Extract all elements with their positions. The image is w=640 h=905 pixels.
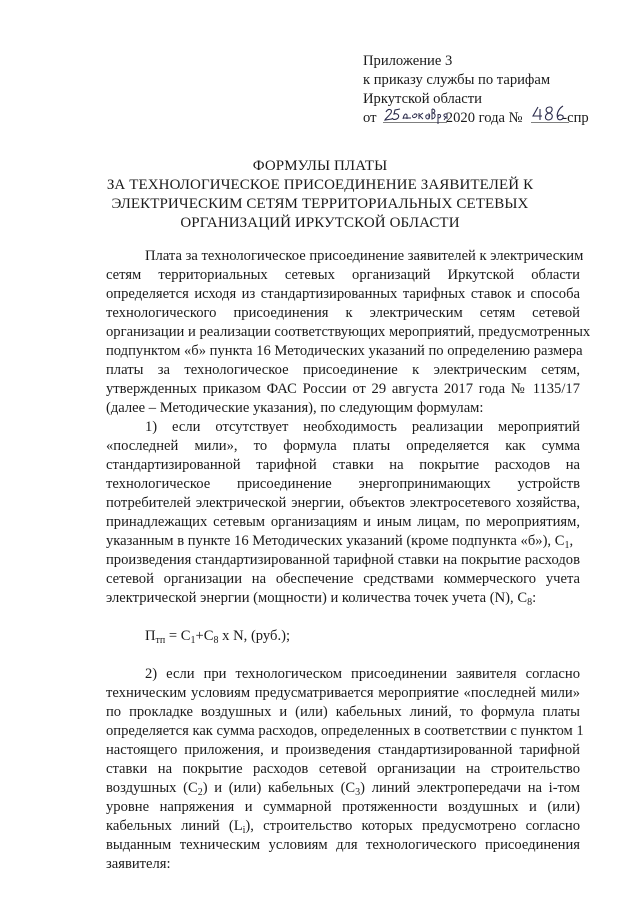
title-line-4: ОРГАНИЗАЦИЙ ИРКУТСКОЙ ОБЛАСТИ bbox=[180, 215, 460, 231]
intro-line: сетям территориальных сетевых организаций Иркутской области bbox=[106, 267, 580, 283]
title-line-2: ЗА ТЕХНОЛОГИЧЕСКОЕ ПРИСОЕДИНЕНИЕ ЗАЯВИТЕЛЕЙ К bbox=[106, 177, 534, 193]
item1-line-text: указанным в пункте 16 Методических указаний (кроме подпункта «б»), C bbox=[106, 533, 565, 549]
item1-line: произведения стандартизированной тарифной ставки на покрытие расходов bbox=[106, 552, 580, 568]
intro-line: Плата за технологическое присоединение заявителей к электрическим bbox=[145, 248, 584, 264]
item2-l7-a: воздушных (C bbox=[106, 780, 198, 796]
title-line-3: ЭЛЕКТРИЧЕСКИМ СЕТЯМ ТЕРРИТОРИАЛЬНЫХ СЕТЕВЫХ bbox=[111, 196, 529, 212]
title-line-1: ФОРМУЛЫ ПЛАТЫ bbox=[252, 158, 388, 174]
item2-line: выданным техническим условиям для технологического присоединения bbox=[106, 837, 580, 853]
intro-line: (далее – Методические указания), по следующим формулам: bbox=[106, 400, 484, 416]
item2-line: уровне напряжения и суммарной протяженности воздушных и (или) bbox=[106, 799, 580, 815]
intro-line: платы за технологическое присоединение к электрическим сетям, bbox=[106, 362, 580, 378]
formula-c8-sub: 8 bbox=[213, 635, 219, 646]
item1-line-tail: : bbox=[532, 590, 537, 606]
intro-line: организации и реализации соответствующих мероприятий, предусмотренных bbox=[106, 324, 591, 340]
item2-l9-b: ), строительство которых предусмотрено согласно bbox=[245, 818, 580, 834]
item2-line: настоящего приложения, и произведения стандартизированной тарифной bbox=[106, 742, 580, 758]
item1-line-tail: , bbox=[569, 533, 574, 549]
item1-line: «последней мили», то формула платы определяется как сумма bbox=[106, 438, 580, 454]
handwritten-date-signature bbox=[383, 103, 449, 127]
intro-line: технологического присоединения к электрическим сетям сетевой bbox=[106, 305, 580, 321]
header-order: к приказу службы по тарифам bbox=[363, 72, 551, 88]
item1-line-text: электрической энергии (мощности) и количества точек учета (N), C bbox=[106, 590, 528, 606]
item2-line: заявителя: bbox=[106, 856, 171, 872]
date-year: 2020 года № bbox=[445, 110, 523, 126]
item1-line: стандартизированной тарифной ставки на покрытие расходов на bbox=[106, 457, 580, 473]
formula-eq: = C bbox=[165, 628, 191, 644]
item2-line bbox=[106, 817, 580, 835]
formula-c1-sub: 1 bbox=[190, 635, 196, 646]
item2-l7-c: ) линий электропередачи на i-том bbox=[360, 780, 580, 796]
handwritten-number-signature bbox=[531, 104, 571, 126]
item1-line bbox=[106, 589, 580, 607]
header-annex: Приложение 3 bbox=[363, 53, 453, 69]
date-prefix: от bbox=[363, 110, 377, 126]
c2-subscript: 2 bbox=[197, 787, 203, 798]
item1-line: 1) если отсутствует необходимость реализации мероприятий bbox=[145, 419, 580, 435]
formula-lhs-sub: тп bbox=[155, 635, 166, 646]
intro-line: подпунктом «б» пункта 16 Методических указаний по определению размера bbox=[106, 343, 583, 359]
header-region: Иркутской области bbox=[363, 91, 482, 107]
intro-line: утвержденных приказом ФАС России от 29 августа 2017 года № 1135/17 bbox=[106, 381, 580, 397]
item1-line: принадлежащих сетевым организациям и иным лицам, по мероприятиям, bbox=[106, 514, 580, 530]
item1-line: сетевой организации на обеспечение средствами коммерческого учета bbox=[106, 571, 580, 587]
li-subscript: i bbox=[242, 825, 246, 836]
item1-line: потребителей электрической энергии, объектов электросетевого хозяйства, bbox=[106, 495, 580, 511]
item2-line: ставки на покрытие расходов сетевой организации на строительство bbox=[106, 761, 580, 777]
intro-line: определяется исходя из стандартизированных тарифных ставок и способа bbox=[106, 286, 580, 302]
c1-subscript: 1 bbox=[564, 540, 570, 551]
item2-line: по прокладке воздушных и (или) кабельных линий, то формула платы bbox=[106, 704, 580, 720]
item2-line: техническим условиям предусматривается мероприятие «последней мили» bbox=[106, 685, 580, 701]
formula-rest: x N, (руб.); bbox=[218, 628, 291, 644]
item2-l7-b: ) и (или) кабельных (C bbox=[202, 780, 356, 796]
c8-subscript: 8 bbox=[527, 597, 533, 608]
c3-subscript: 3 bbox=[355, 787, 361, 798]
formula-lhs: П bbox=[145, 628, 156, 644]
number-suffix: -спр bbox=[562, 110, 589, 126]
item2-l9-a: кабельных линий (L bbox=[106, 818, 243, 834]
item2-line bbox=[106, 779, 580, 797]
item1-line bbox=[106, 532, 580, 550]
item2-line: 2) если при технологическом присоединении заявителя согласно bbox=[145, 666, 580, 682]
formula bbox=[145, 627, 580, 645]
formula-plus: +C bbox=[195, 628, 214, 644]
item1-line: технологическое присоединение энергопринимающих устройств bbox=[106, 476, 580, 492]
item2-line: определяется как сумма расходов, определенных в соответствии с пунктом 1 bbox=[106, 723, 584, 739]
